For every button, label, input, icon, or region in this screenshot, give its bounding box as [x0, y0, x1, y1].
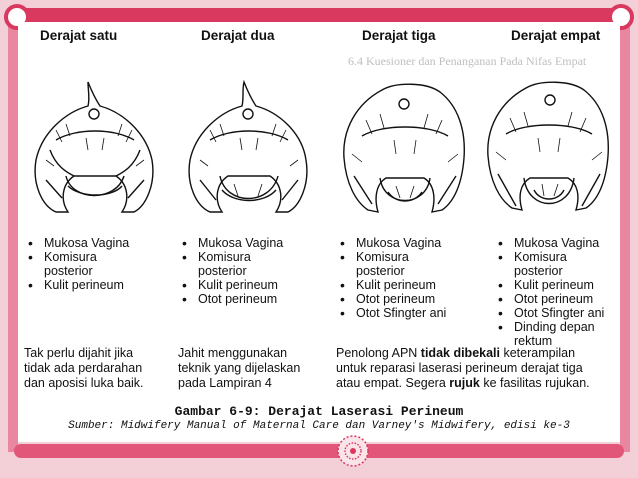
list-item: • Otot perineum: [496, 292, 604, 306]
frame-bottom-bar: [14, 444, 624, 458]
list-item: • Komisura: [26, 250, 129, 264]
list-item: • Kulit perineum: [180, 278, 283, 292]
note-line: Penolong APN tidak dibekali keterampilan: [336, 346, 576, 360]
layer-list-degree-3: [338, 236, 446, 320]
frame-right-border: [620, 16, 630, 452]
layer-list-degree-4: [496, 236, 604, 348]
note-line: dan aposisi luka baik.: [24, 376, 144, 390]
emphasis-refer: rujuk: [449, 376, 480, 390]
list-item: • Mukosa Vagina: [180, 236, 283, 250]
note-line: teknik yang dijelaskan: [178, 361, 301, 375]
list-item: • Mukosa Vagina: [338, 236, 446, 250]
figure-caption-title: Gambar 6-9: Derajat Laserasi Perineum: [174, 404, 464, 419]
list-item: • Komisura: [496, 250, 604, 264]
list-item: posterior: [198, 264, 247, 278]
note-line: Jahit menggunakan: [178, 346, 288, 360]
note-line: atau empat. Segera rujuk ke fasilitas rujukan.: [336, 376, 590, 390]
perineum-illustration-degree-1: [26, 80, 164, 242]
list-item: posterior: [44, 264, 93, 278]
note-line: pada Lampiran 4: [178, 376, 272, 390]
degree-title-2: Derajat dua: [201, 28, 275, 43]
degree-title-1: Derajat satu: [40, 28, 118, 43]
degree-title-3: Derajat tiga: [362, 28, 436, 43]
scanned-page: [18, 22, 620, 442]
perineum-illustration-degree-4: [478, 80, 616, 242]
flower-ornament-icon: [336, 434, 370, 468]
note-degree-3-4: [336, 346, 590, 391]
list-item: • Otot Sfingter ani: [338, 306, 446, 320]
note-degree-1: [24, 346, 144, 391]
bleed-through-heading: 6.4 Kuesioner dan Penanganan Pada Nifas Empat: [348, 54, 587, 68]
figure-caption-source: Sumber: Midwifery Manual of Maternal Care dan Varney's Midwifery, edisi ke-3: [68, 420, 570, 432]
list-item: • Komisura: [180, 250, 283, 264]
layer-list-degree-2: [180, 236, 283, 306]
list-item: • Komisura: [338, 250, 446, 264]
list-item: • Otot perineum: [180, 292, 283, 306]
frame-top-bar: [14, 8, 624, 22]
note-line: tidak ada perdarahan: [24, 361, 143, 375]
note-degree-2: [178, 346, 300, 391]
list-item: • Kulit perineum: [338, 278, 446, 292]
note-line: Tak perlu dijahit jika: [24, 346, 134, 360]
list-item: • Dinding depan: [496, 320, 604, 334]
list-item: posterior: [356, 264, 405, 278]
note-line: untuk reparasi laserasi perineum derajat tiga: [336, 361, 583, 375]
list-item: • Kulit perineum: [26, 278, 129, 292]
degree-title-4: Derajat empat: [511, 28, 601, 43]
emphasis-not-trained: tidak dibekali: [420, 346, 500, 360]
perineum-illustration-degree-3: [336, 80, 474, 242]
list-item: • Mukosa Vagina: [496, 236, 604, 250]
perineum-illustration-degree-2: [178, 80, 316, 242]
list-item: • Mukosa Vagina: [26, 236, 129, 250]
frame-left-border: [8, 16, 18, 452]
list-item: • Otot perineum: [338, 292, 446, 306]
list-item: rektum: [514, 334, 553, 348]
list-item: posterior: [514, 264, 563, 278]
list-item: • Otot Sfingter ani: [496, 306, 604, 320]
list-item: • Kulit perineum: [496, 278, 604, 292]
layer-list-degree-1: [26, 236, 129, 292]
